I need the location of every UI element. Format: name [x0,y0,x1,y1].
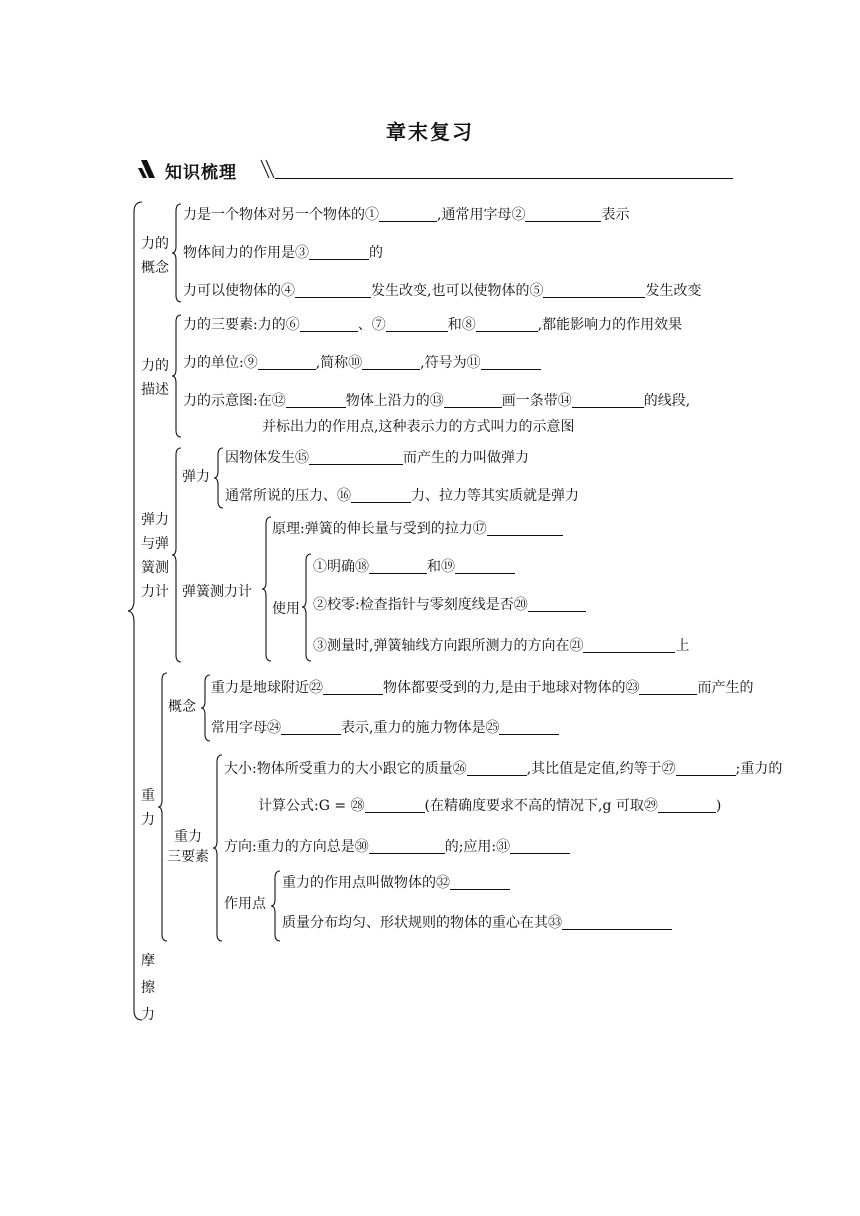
section-marker-icon [138,158,160,180]
blank-8 [476,317,538,332]
text-seg: 的线段, [643,393,691,409]
text-seg: 力的三要素:力的⑥ [183,317,300,333]
label-action-point: 作用点 [224,896,266,912]
blank-13 [444,393,502,408]
blank-17 [487,521,563,536]
blank-24 [281,720,341,735]
concept-line-3 [183,282,701,300]
text-seg: 常用字母㉔ [211,720,281,736]
concept-line-2 [183,244,383,262]
blank-11 [481,355,541,370]
main-brace [128,200,144,1022]
text-seg: 力、拉力等其实质就是弹力 [411,488,579,504]
text-seg: ,通常用字母② [437,207,526,223]
blank-20 [528,597,586,612]
text-seg: 力的示意图:在⑫ [183,393,286,409]
text-seg: 和⑲ [427,559,455,575]
gravity-line-1 [211,679,753,697]
blank-29 [658,798,716,813]
text-seg: 的 [369,245,383,261]
text-seg: 而产生的力叫做弹力 [403,450,529,466]
text-seg: 表示,重力的施力物体是㉕ [341,720,500,736]
text-seg: 重力是地球附近㉒ [211,680,323,696]
text-seg: 原理:弹簧的伸长量与受到的拉力⑰ [272,521,487,537]
label-spring-meter: 弹簧测力计 [182,584,252,600]
label-elastic-force: 弹力 [182,469,210,485]
description-line-3 [183,392,690,410]
blank-10 [362,355,420,370]
gravity-line-7 [282,914,672,932]
text-seg: 的;应用:㉛ [444,839,511,855]
text-seg: ,都能影响力的作用效果 [537,317,683,333]
blank-33 [562,915,672,930]
blank-9 [258,355,316,370]
label-gravity-three: 重力 三要素 [167,829,209,865]
text-seg: 发生改变 [645,283,702,299]
spring-line-3 [313,596,586,614]
text-seg: 质量分布均匀、形状规则的物体的重心在其㉝ [282,915,562,931]
text-seg: 物体上沿力的⑬ [345,393,444,409]
text-seg: 力是一个物体对另一个物体的① [183,207,379,223]
brace-spring-meter [262,516,272,662]
brace-elastic [172,447,182,663]
brace-elastic-force [214,447,224,509]
blank-7 [386,317,448,332]
text-seg: 物体都要受到的力,是由于地球对物体的㉓ [383,680,640,696]
gravity-line-2 [211,719,559,737]
blank-22 [323,680,383,695]
text-seg: 方向:重力的方向总是㉚ [224,839,369,855]
blank-30 [369,839,445,854]
text-seg: 而产生的 [697,680,754,696]
page-title: 章末复习 [386,120,474,144]
brace-force-description [172,314,182,438]
text-seg: 计算公式:G = ㉘ [258,798,365,814]
blank-5 [543,283,645,298]
text-seg: 因物体发生⑮ [225,450,309,466]
gravity-line-3 [224,760,782,778]
text-seg: 通常所说的压力、⑯ [225,488,351,504]
section-title: 知识梳理 [165,163,237,183]
brace-force-concept [172,203,182,303]
text-seg: 大小:物体所受重力的大小跟它的质量㉖ [224,761,467,777]
text-seg: 发生改变,也可以使物体的⑤ [371,283,544,299]
text-seg: ②校零:检查指针与零刻度线是否⑳ [313,597,528,613]
blank-6 [300,317,358,332]
brace-gravity-concept [201,674,211,742]
text-seg: ;重力的 [735,761,783,777]
text-seg: 上 [675,638,690,654]
category-force-description: 力的 描述 [141,358,169,398]
section-slash-icon [258,158,278,180]
label-gravity-concept: 概念 [168,699,196,715]
gravity-line-6 [282,874,510,892]
text-seg: 表示 [601,207,630,223]
blank-31 [510,839,570,854]
label-use: 使用 [272,601,300,617]
text-seg: ③测量时,弹簧轴线方向跟所测力的方向在㉑ [313,638,584,654]
blank-3 [309,245,369,260]
text-seg: 物体间力的作用是③ [183,245,309,261]
blank-28 [365,798,425,813]
text-seg: ,符号为⑪ [420,355,481,371]
text-seg: (在精确度要求不高的情况下,g 可取㉙ [424,798,658,814]
blank-1 [379,207,437,222]
brace-action-point [271,870,281,942]
text-seg: 画一条带⑭ [501,393,572,409]
elastic-line-1 [225,449,529,467]
blank-16 [351,488,411,503]
gravity-line-4 [258,797,721,815]
concept-line-1 [183,206,629,224]
description-line-4: 并标出力的作用点,这种表示力的方式叫力的示意图 [262,419,575,435]
blank-2 [525,207,601,222]
text-seg: ,简称⑩ [315,355,363,371]
spring-line-4 [313,637,689,655]
category-friction: 摩 擦 力 [141,953,155,1023]
brace-use [302,553,312,662]
text-seg: 和⑧ [447,317,476,333]
blank-21 [583,638,675,653]
description-line-1 [183,316,682,334]
blank-14 [572,393,644,408]
elastic-line-2 [225,487,579,505]
blank-12 [286,393,346,408]
spring-line-1 [272,520,563,538]
text-seg: ) [715,798,722,814]
description-line-2 [183,354,541,372]
blank-15 [309,450,403,465]
blank-23 [639,680,697,695]
blank-25 [499,720,559,735]
blank-18 [369,559,427,574]
section-rule [275,178,733,179]
text-seg: 力的单位:⑨ [183,355,258,371]
blank-19 [455,559,515,574]
blank-32 [450,875,510,890]
text-seg: ,其比值是定值,约等于㉗ [526,761,676,777]
text-seg: ①明确⑱ [313,559,369,575]
text-seg: 重力的作用点叫做物体的㉜ [282,875,450,891]
blank-4 [295,283,371,298]
spring-line-2 [313,558,515,576]
category-elastic: 弹力 与弹 簧测 力计 [141,512,169,600]
blank-26 [467,761,527,776]
category-gravity: 重 力 [141,788,155,828]
blank-27 [676,761,736,776]
category-force-concept: 力的 概念 [141,236,169,276]
text-seg: 、⑦ [357,317,386,333]
brace-gravity-three [213,754,223,942]
brace-gravity [158,672,168,942]
gravity-line-5 [224,838,570,856]
text-seg: 力可以使物体的④ [183,283,295,299]
